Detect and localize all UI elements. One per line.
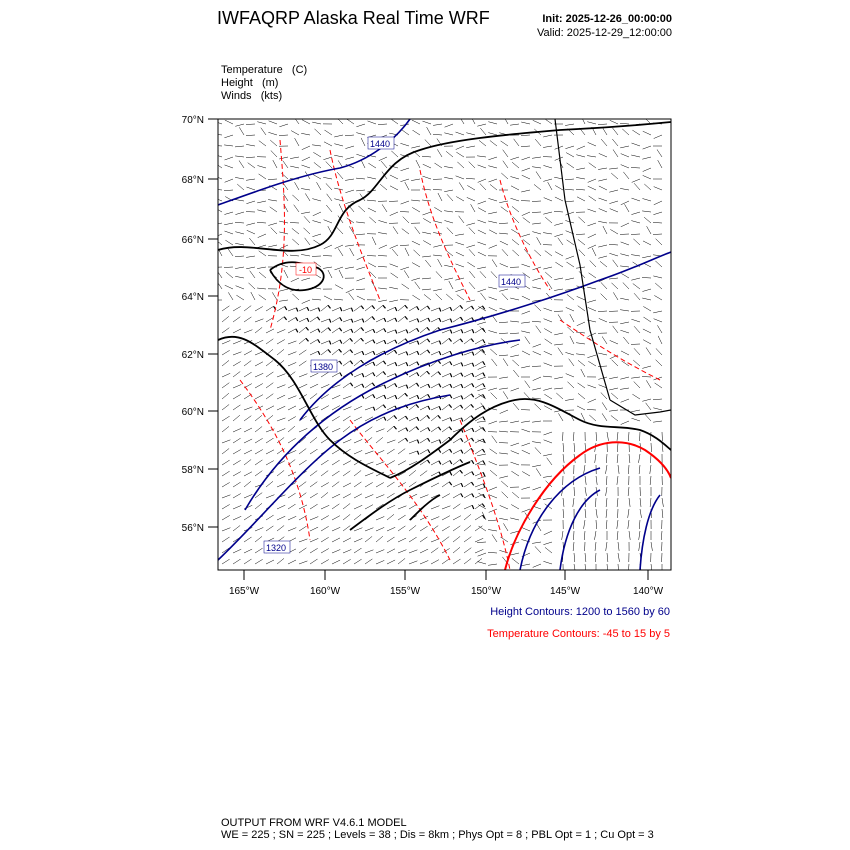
temperature-contour-label: -10: [299, 265, 313, 275]
lon-tick-labels: [229, 586, 664, 597]
map-plot-area: [213, 116, 671, 573]
lon-label: 165°W: [228, 586, 260, 597]
lat-ticks: [208, 119, 218, 527]
height-contour-label: 1380: [313, 362, 334, 372]
lon-label: 155°W: [389, 586, 421, 597]
init-time: Init: 2025-12-26_00:00:00: [542, 13, 672, 25]
lon-label: 145°W: [549, 586, 581, 597]
lat-label: 66°N: [181, 235, 204, 246]
valid-time: Valid: 2025-12-29_12:00:00: [537, 27, 672, 39]
lat-label: 64°N: [181, 292, 204, 303]
lon-label: 150°W: [470, 586, 502, 597]
model-info-line2: WE = 225 ; SN = 225 ; Levels = 38 ; Dis = 8km ; Phys Opt = 8 ; PBL Opt = 1 ; Cu Opt = 3: [221, 829, 654, 841]
lat-label: 70°N: [181, 115, 204, 126]
lat-label: 58°N: [181, 465, 204, 476]
lat-label: 62°N: [181, 350, 204, 361]
lat-label: 56°N: [181, 523, 204, 534]
lon-label: 140°W: [632, 586, 664, 597]
lon-ticks: [244, 570, 648, 580]
field-winds-label: Winds (kts): [221, 90, 283, 102]
lon-label: 160°W: [309, 586, 341, 597]
field-height-label: Height (m): [221, 77, 279, 89]
model-info-line1: OUTPUT FROM WRF V4.6.1 MODEL: [221, 817, 407, 829]
lat-label: 60°N: [181, 407, 204, 418]
lat-tick-labels: [182, 115, 204, 534]
temperature-contours-note: Temperature Contours: -45 to 15 by 5: [487, 628, 670, 640]
field-temperature-label: Temperature (C): [221, 64, 308, 76]
height-contour-label: 1440: [370, 139, 391, 149]
map-title: IWFAQRP Alaska Real Time WRF: [217, 8, 490, 28]
height-contour-label: 1320: [266, 543, 287, 553]
lat-label: 68°N: [181, 175, 204, 186]
height-contours-note: Height Contours: 1200 to 1560 by 60: [490, 606, 670, 618]
temperature-contour-labels: [296, 263, 316, 275]
height-contour-label: 1440: [501, 277, 522, 287]
